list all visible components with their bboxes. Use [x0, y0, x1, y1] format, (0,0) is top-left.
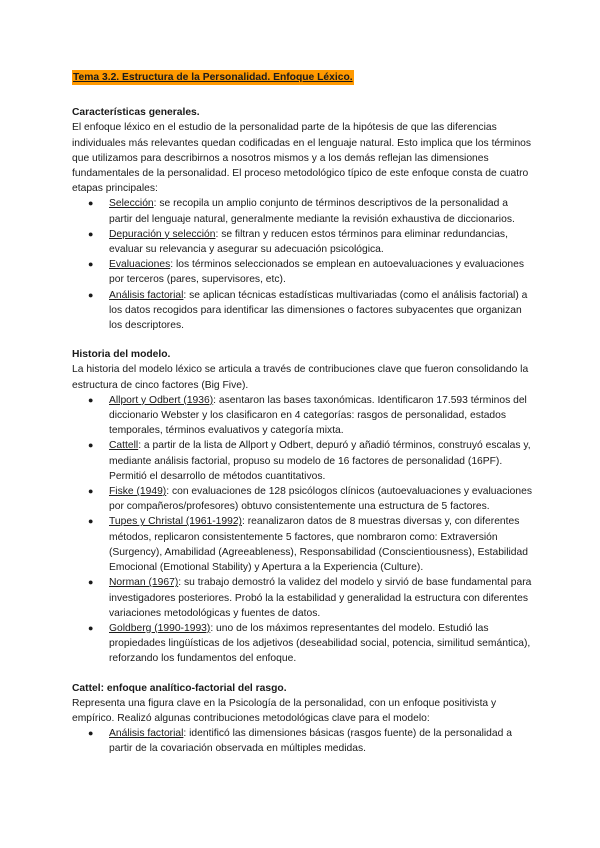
item-term: Cattell [109, 440, 139, 452]
section-intro: Representa una figura clave en la Psicología de la personalidad, con un enfoque positivista y empírico. Realizó algunas contribuciones metodológicas clave para el modelo: [72, 697, 497, 724]
bullet-icon: ● [88, 728, 94, 739]
item-text: : se recopila un amplio conjunto de términos descriptivos de la personalidad a partir del lenguaje natural, generalmente mediante la revisión exhaustiva de diccionarios. [109, 198, 515, 225]
bullet-list [72, 393, 532, 667]
list-item [88, 288, 532, 334]
document-page [72, 68, 532, 757]
list-item [88, 484, 533, 514]
section-caracteristicas [72, 105, 532, 333]
bullet-list [72, 196, 532, 333]
list-item [88, 621, 532, 667]
item-text: : a partir de la lista de Allport y Odbert, depuró y añadió términos, construyó escalas y, mediante análisis factorial, propuso su modelo de 16 factores de personalidad (16PF). Permitió el desarrollo de métodos cuantitativos. [109, 440, 531, 482]
section-intro: La historia del modelo léxico se articula a través de contribuciones clave que fueron consolidando la estructura de cinco factores (Big Five). [72, 364, 529, 391]
bullet-icon: ● [88, 440, 94, 451]
list-item [88, 514, 532, 575]
bullet-icon: ● [88, 259, 94, 270]
item-term: Evaluaciones [109, 259, 171, 271]
bullet-icon: ● [88, 394, 94, 405]
bullet-icon: ● [88, 198, 94, 209]
section-heading: Cattel: enfoque analítico-factorial del rasgo. [72, 682, 287, 694]
item-text: : los términos seleccionados se emplean en autoevaluaciones y evaluaciones por terceros (pares, supervisores, etc). [109, 259, 524, 286]
section-heading: Historia del modelo. [72, 349, 171, 361]
bullet-icon: ● [88, 228, 94, 239]
bullet-icon: ● [88, 486, 94, 497]
item-term: Tupes y Christal (1961-1992) [109, 516, 242, 528]
item-term: Análisis factorial [109, 289, 184, 301]
item-text: : con evaluaciones de 128 psicólogos clínicos (autoevaluaciones y evaluaciones por compañeros/profesores) obtuvo consistentemente una estructura de 5 factores. [109, 486, 533, 513]
item-text: : su trabajo demostró la validez del modelo y sirvió de base fundamental para investigadores posteriores. Probó la la estabilidad y generalidad la estructura con diferentes variaciones metodológicas y fuentes de datos. [109, 577, 532, 619]
item-text: : se filtran y reducen estos términos para eliminar redundancias, evaluar su relevancia y asegurar su adecuación psicológica. [109, 228, 508, 256]
bullet-icon: ● [88, 289, 94, 300]
bullet-icon: ● [88, 577, 94, 588]
list-item [88, 393, 532, 439]
item-text: : reanalizaron datos de 8 muestras diversas y, con diferentes métodos, replicaron consistentemente 5 factores, que nombraron como: Extraversión (Surgency), Amabilidad (Agreeableness), Responsabilidad (Conscientiousness), Estabilidad Emocional (Emotional Stability) y Apertura a la Experiencia (Culture). [109, 516, 528, 574]
item-term: Fiske (1949) [109, 486, 167, 498]
list-item [88, 438, 532, 484]
list-item [88, 575, 532, 621]
item-term: Goldberg (1990-1993) [109, 622, 211, 634]
section-heading: Características generales. [72, 107, 200, 119]
bullet-icon: ● [88, 622, 94, 633]
list-item [88, 726, 532, 756]
list-item [88, 196, 532, 226]
item-term: Norman (1967) [109, 577, 179, 589]
section-intro: El enfoque léxico en el estudio de la personalidad parte de la hipótesis de que las diferencias individuales más relevantes quedan codificadas en el lenguaje natural. Esto implica que los términos que utilizamos para describirnos a nosotros mismos y a los demás reflejan las dimensiones fundamentales de la personalidad. El proceso metodológico típico de este enfoque consta de cuatro etapas principales: [72, 122, 532, 195]
bullet-icon: ● [88, 516, 94, 527]
section-cattel [72, 681, 532, 757]
document-title: Tema 3.2. Estructura de la Personalidad. Enfoque Léxico. [72, 70, 354, 85]
item-term: Selección [109, 198, 154, 210]
item-text: : identificó las dimensiones básicas (rasgos fuente) de la personalidad a partir de la covariación observada en múltiples medidas. [109, 728, 512, 755]
item-term: Allport y Odbert (1936) [109, 394, 214, 406]
item-text: : se aplican técnicas estadísticas multivariadas (como el análisis factorial) a los datos recogidos para identificar las dimensiones o factores subyacentes que organizan los descriptores. [109, 289, 528, 332]
list-item [88, 227, 532, 257]
bullet-list [72, 726, 532, 756]
item-text: : uno de los máximos representantes del modelo. Estudió las propiedades lingüísticas de los adjetivos (deseabilidad social, potencia, similitud semántica), reforzando los fundamentos del enfoque. [109, 622, 531, 665]
item-term: Depuración y selección [109, 228, 216, 240]
list-item [88, 257, 532, 287]
section-historia [72, 347, 532, 666]
item-text: : asentaron las bases taxonómicas. Identificaron 17.593 términos del diccionario Webster y los clasificaron en 4 categorías: rasgos de personalidad, estados temporales, términos evaluativos y categoría mixta. [109, 394, 527, 437]
item-term: Análisis factorial [109, 728, 184, 740]
